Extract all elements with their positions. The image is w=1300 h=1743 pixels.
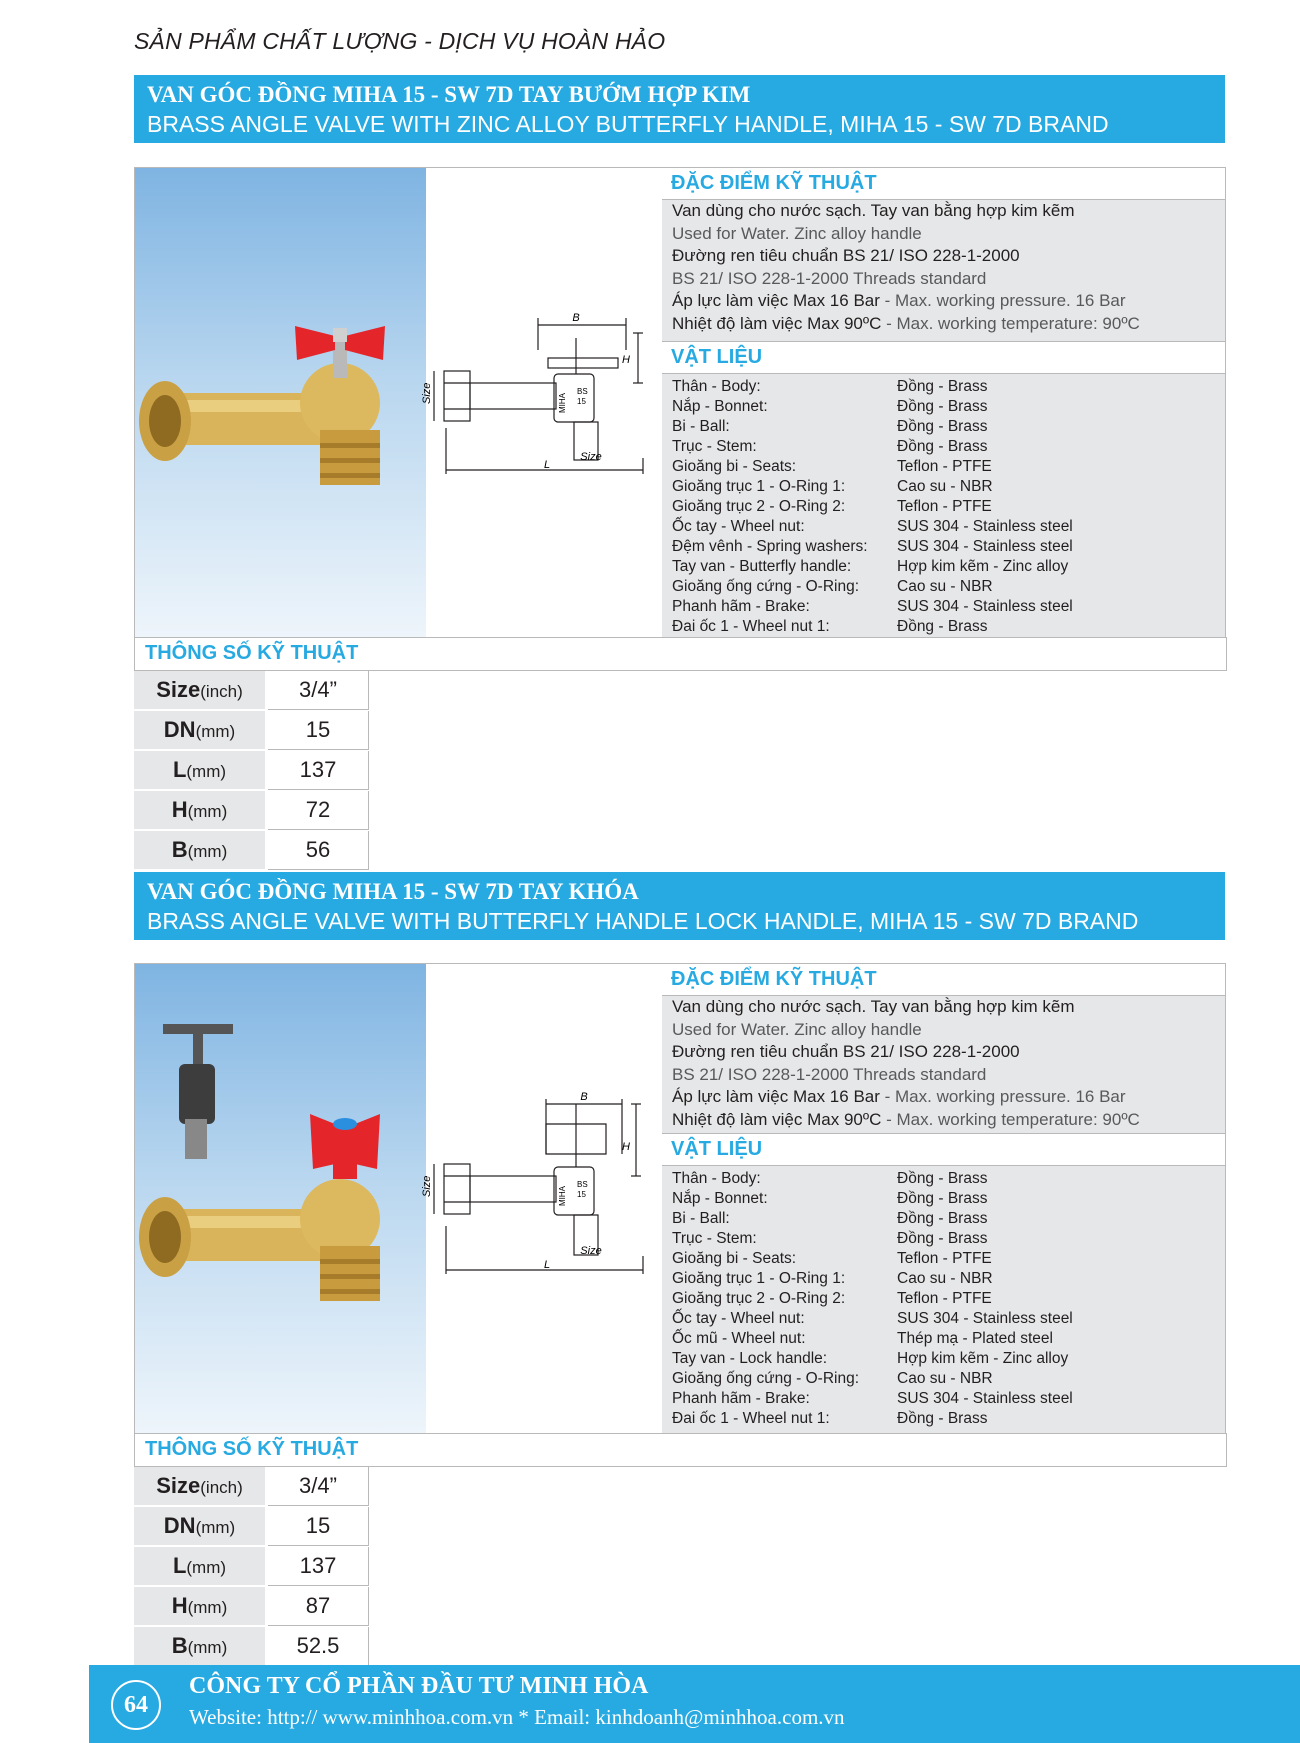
product-2-banner bbox=[134, 872, 1225, 940]
spec-row: Size(inch) 3/4” bbox=[134, 1467, 370, 1507]
spec-row: B(mm) 52.5 bbox=[134, 1627, 370, 1667]
product-1-material-list bbox=[672, 377, 1222, 637]
drawing-label-b: B bbox=[572, 312, 580, 324]
dimension-drawing-icon bbox=[421, 168, 662, 638]
product-1-features bbox=[672, 200, 1140, 336]
feature-line: Van dùng cho nước sạch. Tay van bằng hợp kim kẽm bbox=[672, 201, 1075, 220]
material-row: Tay van - Lock handle: Hợp kim kẽm - Zinc alloy bbox=[672, 1350, 1069, 1367]
material-row: Bi - Ball: Đồng - Brass bbox=[672, 418, 988, 435]
valve-photo-icon bbox=[135, 168, 427, 638]
product-2-title-en: BRASS ANGLE VALVE WITH BUTTERFLY HANDLE LOCK HANDLE, MIHA 15 - SW 7D BRAND bbox=[147, 908, 1139, 934]
product-2-tech-header: THÔNG SỐ KỸ THUẬT bbox=[134, 1433, 1227, 1467]
footer-contact: Website: http:// www.minhhoa.com.vn * Email: kinhdoanh@minhhoa.com.vn bbox=[189, 1705, 845, 1729]
feature-line: Nhiệt độ làm việc Max 90ºC - Max. working temperature: 90ºC bbox=[672, 1109, 1140, 1129]
drawing-label-h: H bbox=[622, 354, 630, 366]
material-row: Thân - Body: Đồng - Brass bbox=[672, 1170, 988, 1187]
product-2-technical-drawing bbox=[421, 963, 663, 1435]
product-1-spec-table bbox=[134, 671, 370, 871]
product-2-spec-panel bbox=[662, 963, 1226, 1435]
material-row: Nắp - Bonnet: Đồng - Brass bbox=[672, 1190, 988, 1207]
material-row: Ốc tay - Wheel nut: SUS 304 - Stainless steel bbox=[672, 1310, 1073, 1327]
product-2-material-list bbox=[672, 1169, 1222, 1429]
product-1-title-vi: VAN GÓC ĐỒNG MIHA 15 - SW 7D TAY BƯỚM HỢP KIM bbox=[147, 82, 751, 107]
drawing-label-bs: BS bbox=[577, 1180, 588, 1189]
product-1-material-header: VẬT LIỆU bbox=[662, 341, 1225, 374]
material-row: Phanh hãm - Brake: SUS 304 - Stainless steel bbox=[672, 598, 1073, 615]
material-row: Gioăng ống cứng - O-Ring: Cao su - NBR bbox=[672, 578, 993, 595]
product-2-photo bbox=[134, 963, 428, 1435]
material-row: Gioăng trục 2 - O-Ring 2: Teflon - PTFE bbox=[672, 1290, 992, 1307]
feature-line: Đường ren tiêu chuẩn BS 21/ ISO 228-1-2000 bbox=[672, 246, 1020, 266]
feature-line: Van dùng cho nước sạch. Tay van bằng hợp kim kẽm bbox=[672, 997, 1075, 1016]
product-2-spec-header: ĐẶC ĐIỂM KỸ THUẬT bbox=[662, 964, 1225, 996]
product-1-title-en: BRASS ANGLE VALVE WITH ZINC ALLOY BUTTERFLY HANDLE, MIHA 15 - SW 7D BRAND bbox=[147, 111, 1109, 137]
material-row: Gioăng ống cứng - O-Ring: Cao su - NBR bbox=[672, 1370, 993, 1387]
product-1-photo bbox=[134, 167, 428, 639]
material-row: Đệm vênh - Spring washers: SUS 304 - Stainless steel bbox=[672, 538, 1073, 555]
feature-line: Nhiệt độ làm việc Max 90ºC - Max. working temperature: 90ºC bbox=[672, 313, 1140, 333]
drawing-label-size-h: Size bbox=[580, 1245, 602, 1257]
feature-line: Used for Water. Zinc alloy handle bbox=[672, 1019, 922, 1039]
drawing-label-brand: MIHA bbox=[558, 393, 567, 413]
material-row: Gioăng trục 2 - O-Ring 2: Teflon - PTFE bbox=[672, 498, 992, 515]
footer-company-name: CÔNG TY CỔ PHẦN ĐẦU TƯ MINH HÒA bbox=[189, 1673, 649, 1699]
drawing-label-size-h: Size bbox=[580, 451, 602, 463]
material-row: Gioăng trục 1 - O-Ring 1: Cao su - NBR bbox=[672, 1270, 993, 1287]
material-row: Gioăng trục 1 - O-Ring 1: Cao su - NBR bbox=[672, 478, 993, 495]
dimension-drawing-icon bbox=[421, 964, 662, 1434]
spec-row: H(mm) 72 bbox=[134, 791, 370, 831]
product-2-title-vi: VAN GÓC ĐỒNG MIHA 15 - SW 7D TAY KHÓA bbox=[147, 879, 639, 904]
spec-row: L(mm) 137 bbox=[134, 1547, 370, 1587]
drawing-label-num: 15 bbox=[577, 397, 586, 406]
product-1-banner bbox=[134, 75, 1225, 143]
material-row: Đai ốc 1 - Wheel nut 1: Đồng - Brass bbox=[672, 618, 988, 635]
spec-row: H(mm) 87 bbox=[134, 1587, 370, 1627]
feature-line: Áp lực làm việc Max 16 Bar - Max. working pressure. 16 Bar bbox=[672, 1087, 1126, 1107]
product-1-spec-header: ĐẶC ĐIỂM KỸ THUẬT bbox=[662, 168, 1225, 200]
material-row: Gioăng bi - Seats: Teflon - PTFE bbox=[672, 458, 992, 475]
feature-line: Đường ren tiêu chuẩn BS 21/ ISO 228-1-2000 bbox=[672, 1042, 1020, 1062]
drawing-label-h: H bbox=[622, 1141, 630, 1153]
material-row: Ốc tay - Wheel nut: SUS 304 - Stainless steel bbox=[672, 518, 1073, 535]
material-row: Bi - Ball: Đồng - Brass bbox=[672, 1210, 988, 1227]
material-row: Tay van - Butterfly handle: Hợp kim kẽm - Zinc alloy bbox=[672, 558, 1069, 575]
feature-line: Áp lực làm việc Max 16 Bar - Max. working pressure. 16 Bar bbox=[672, 291, 1126, 311]
page-number-badge: 64 bbox=[111, 1680, 161, 1730]
feature-line: BS 21/ ISO 228-1-2000 Threads standard bbox=[672, 268, 987, 288]
material-row: Trục - Stem: Đồng - Brass bbox=[672, 438, 988, 455]
spec-row: DN(mm) 15 bbox=[134, 711, 370, 751]
drawing-label-size-v: Size bbox=[421, 382, 433, 404]
product-2-spec-table bbox=[134, 1467, 370, 1667]
drawing-label-l: L bbox=[544, 459, 551, 471]
material-row: Ốc mũ - Wheel nut: Thép mạ - Plated steel bbox=[672, 1330, 1053, 1347]
spec-row: B(mm) 56 bbox=[134, 831, 370, 871]
product-1-spec-panel bbox=[662, 167, 1226, 639]
drawing-label-b: B bbox=[580, 1091, 588, 1103]
material-row: Gioăng bi - Seats: Teflon - PTFE bbox=[672, 1250, 992, 1267]
spec-row: DN(mm) 15 bbox=[134, 1507, 370, 1547]
material-row: Phanh hãm - Brake: SUS 304 - Stainless steel bbox=[672, 1390, 1073, 1407]
material-row: Trục - Stem: Đồng - Brass bbox=[672, 1230, 988, 1247]
drawing-label-size-v: Size bbox=[421, 1175, 433, 1197]
drawing-label-num: 15 bbox=[577, 1190, 586, 1199]
drawing-label-l: L bbox=[544, 1259, 551, 1271]
product-2-material-header: VẬT LIỆU bbox=[662, 1133, 1225, 1166]
material-row: Nắp - Bonnet: Đồng - Brass bbox=[672, 398, 988, 415]
page-footer bbox=[89, 1665, 1300, 1743]
drawing-label-brand: MIHA bbox=[558, 1186, 567, 1206]
feature-line: BS 21/ ISO 228-1-2000 Threads standard bbox=[672, 1064, 987, 1084]
material-row: Thân - Body: Đồng - Brass bbox=[672, 378, 988, 395]
product-1-technical-drawing bbox=[421, 167, 663, 639]
spec-row: Size(inch) 3/4” bbox=[134, 671, 370, 711]
drawing-label-bs: BS bbox=[577, 387, 588, 396]
page-tagline: SẢN PHẨM CHẤT LƯỢNG - DỊCH VỤ HOÀN HẢO bbox=[134, 28, 666, 54]
feature-line: Used for Water. Zinc alloy handle bbox=[672, 223, 922, 243]
product-1-tech-header: THÔNG SỐ KỸ THUẬT bbox=[134, 637, 1227, 671]
valve-photo-icon bbox=[135, 964, 427, 1434]
spec-row: L(mm) 137 bbox=[134, 751, 370, 791]
product-2-features bbox=[672, 996, 1140, 1132]
material-row: Đai ốc 1 - Wheel nut 1: Đồng - Brass bbox=[672, 1410, 988, 1427]
